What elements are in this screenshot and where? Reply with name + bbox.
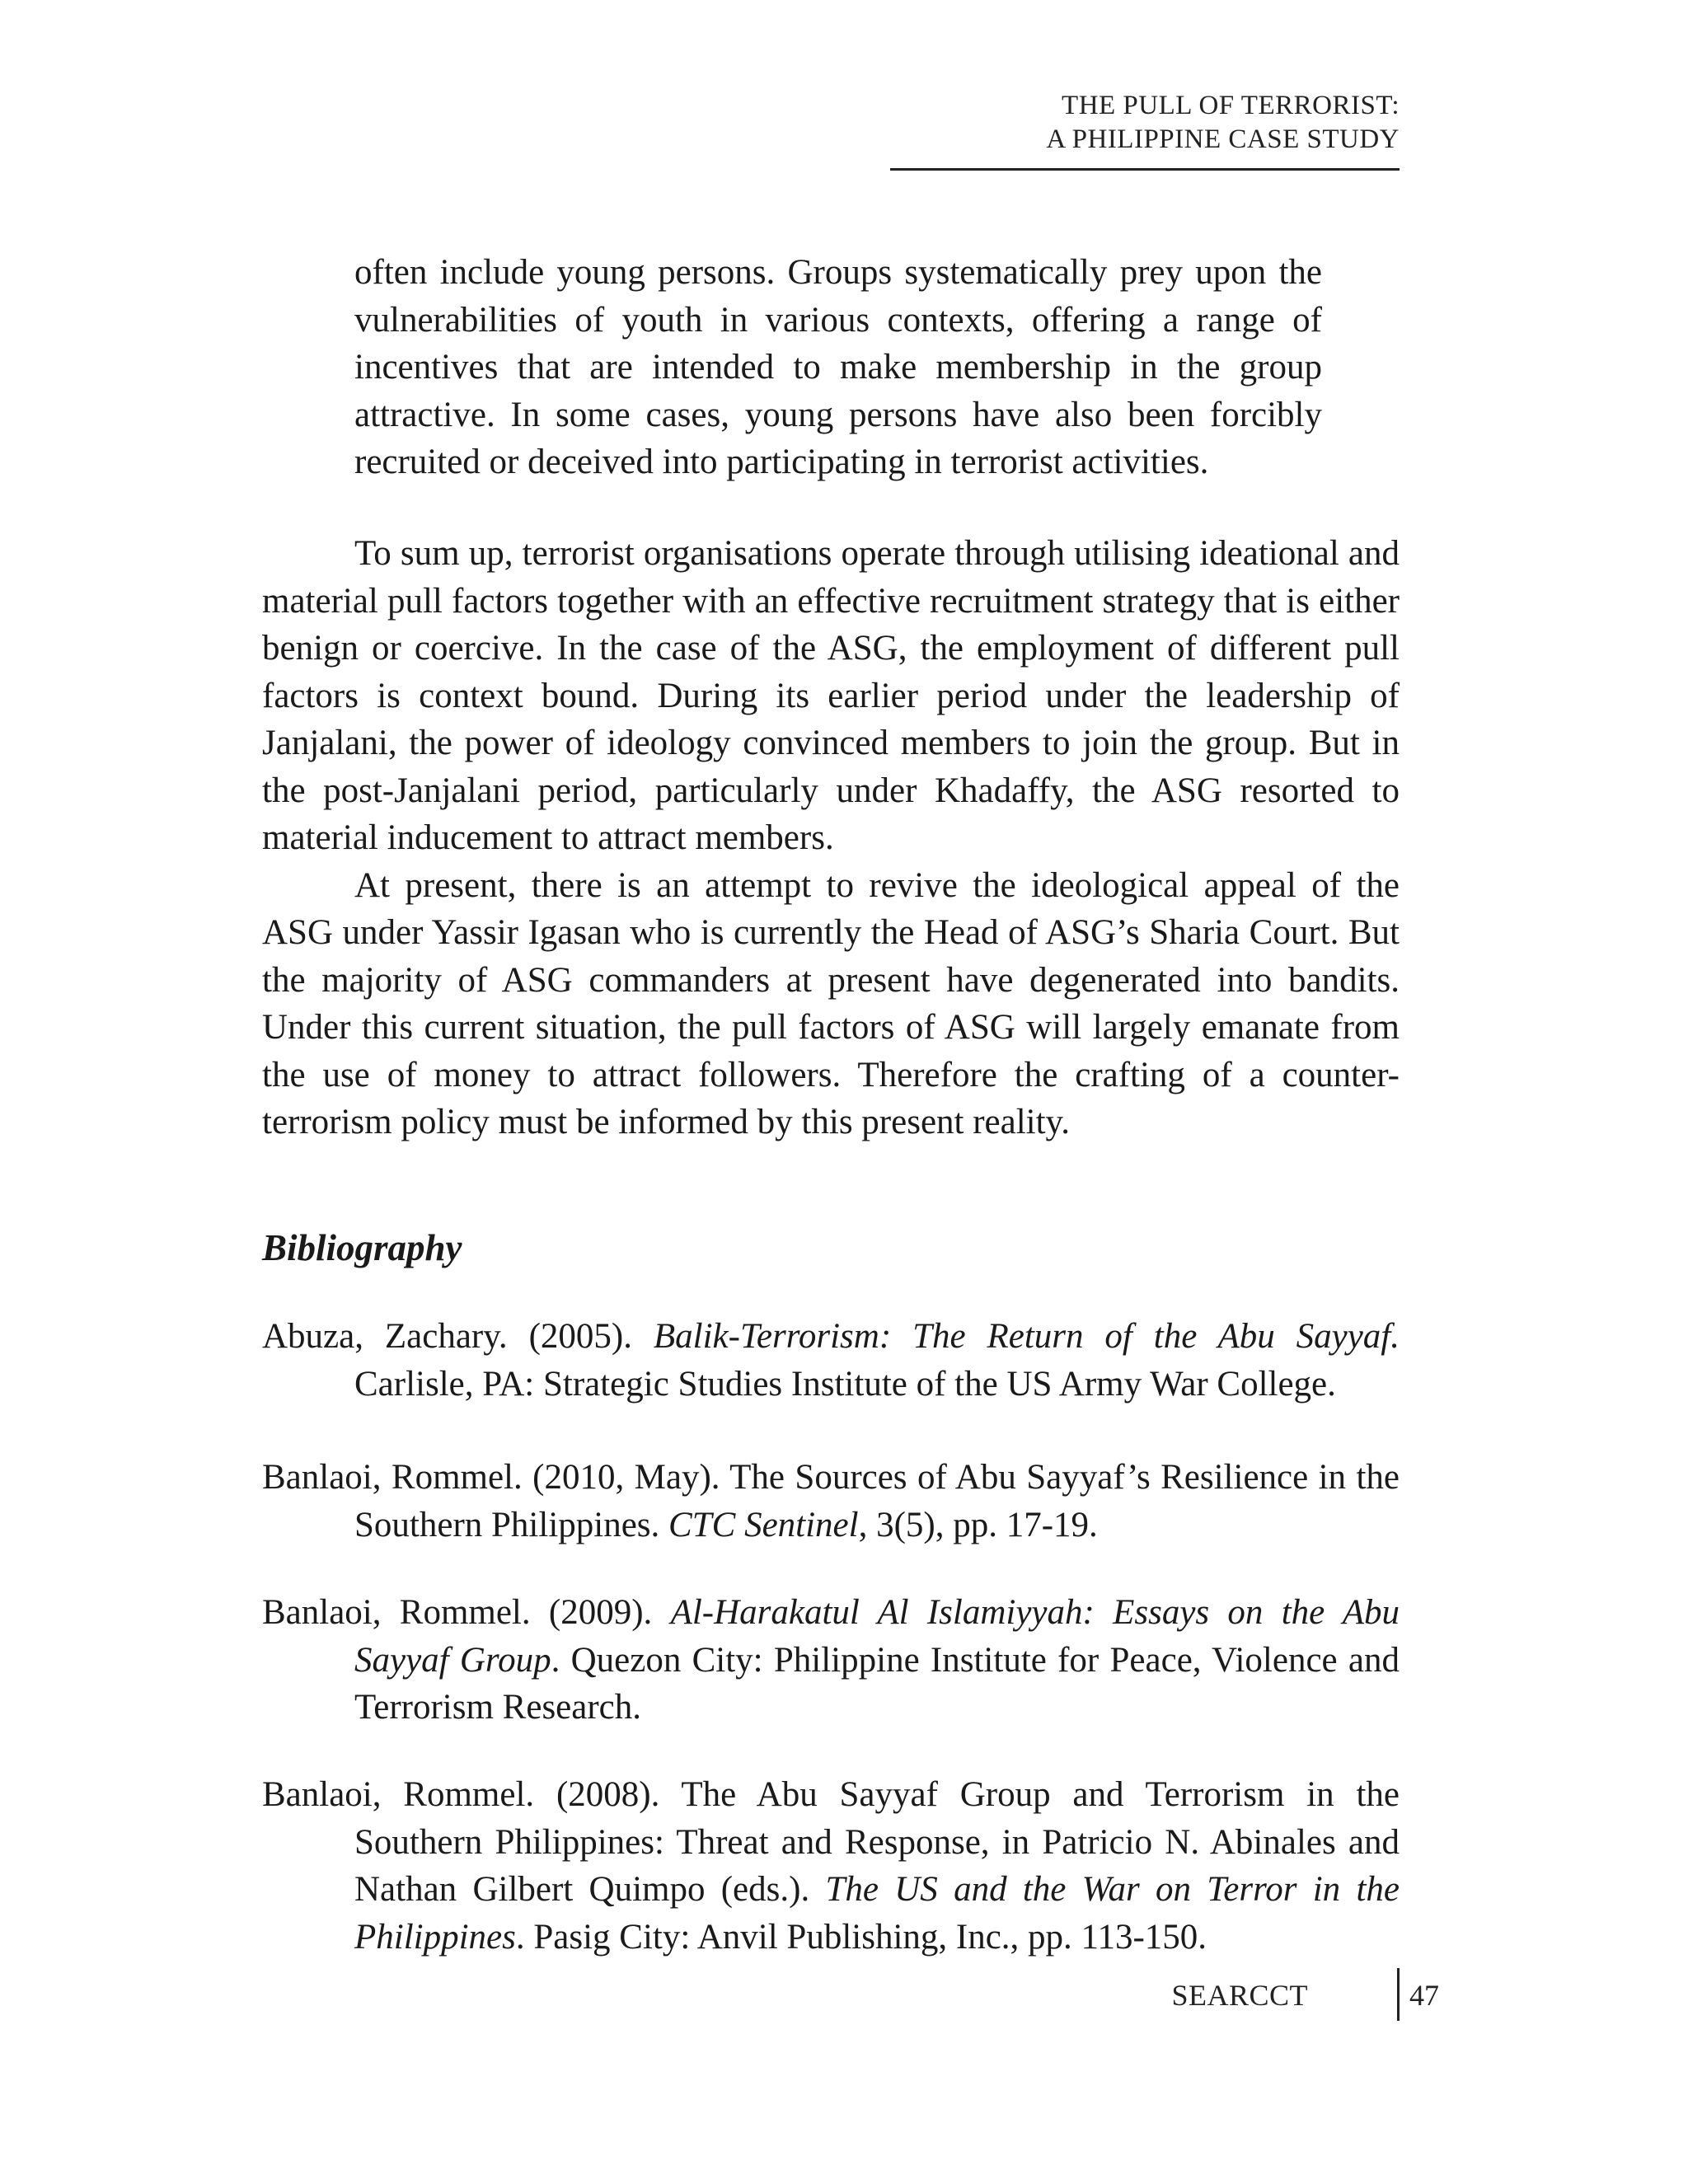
page-number: 47: [1409, 1979, 1439, 2012]
indented-block-text: [354, 249, 1322, 486]
page-footer: [1170, 1968, 1439, 2021]
entry-title: Balik-Terrorism: The Return of the Abu Sayyaf.: [653, 1317, 1400, 1356]
running-header: [890, 89, 1400, 157]
conclusion-section: [262, 530, 1400, 1146]
body-paragraph-1: To sum up, terrorist organisations operate through utilising ideational and material pull factors together with an effective recruitment strategy that is either benign or coercive. In the case of the ASG, the employment of different pull factors is context bound. During its earlier period under the leadership of Janjalani, the power of ideology convinced members to join the group. But in the post-Janjalani period, particularly under Khadaffy, the ASG resorted to material inducement to attract members.: [262, 534, 1400, 857]
entry-title: CTC Sentinel: [668, 1505, 859, 1544]
entry-publisher: . Pasig City: Anvil Publishing, Inc., pp. 113-150.: [515, 1917, 1207, 1957]
entry-title: The US and the War on Terror in the Philippines: [354, 1870, 1400, 1957]
entry-publisher: Carlisle, PA: Strategic Studies Institute of the US Army War College.: [354, 1364, 1336, 1404]
bibliography-entry: [262, 1589, 1400, 1732]
bibliography-entry: [262, 1454, 1400, 1549]
running-header-line-1: THE PULL OF TERRORIST:: [1062, 91, 1400, 120]
running-header-line-2: A PHILIPPINE CASE STUDY: [1046, 124, 1400, 154]
entry-author-year: Banlaoi, Rommel. (2010, May). The Sources of Abu Sayyaf’s Resilience in the Southern Philippines.: [262, 1458, 1400, 1544]
entry-publisher: , 3(5), pp. 17-19.: [858, 1505, 1098, 1544]
bibliography-entry: [262, 1771, 1400, 1961]
footer-publisher: SEARCCT: [1171, 1979, 1308, 2012]
entry-publisher: . Quezon City: Philippine Institute for Peace, Violence and Terrorism Research.: [354, 1640, 1400, 1727]
header-rule: [890, 168, 1400, 171]
entry-author-year: Banlaoi, Rommel. (2008). The Abu Sayyaf Group and Terrorism in the Southern Philippines: Threat and Response, in Patricio N. Abinales and Nathan Gilbert Quimpo (eds.).: [262, 1775, 1400, 1909]
body-paragraph-2: At present, there is an attempt to revive the ideological appeal of the ASG under Yassir Igasan who is currently the Head of ASG’s Sharia Court. But the majority of ASG commanders at present have degenerated into bandits. Under this current situation, the pull factors of ASG will largely emanate from the use of money to attract followers. Therefore the crafting of a counter-terrorism policy must be informed by this present reality.: [262, 865, 1400, 1141]
entry-title: Al-Harakatul Al Islamiyyah: Essays on the Abu Sayyaf Group: [354, 1593, 1400, 1680]
entry-author-year: Abuza, Zachary. (2005).: [262, 1317, 654, 1356]
bibliography-entry: [262, 1313, 1400, 1408]
footer-divider: [1397, 1968, 1400, 2021]
entry-author-year: Banlaoi, Rommel. (2009).: [262, 1593, 671, 1632]
bibliography-heading: Bibliography: [262, 1227, 462, 1268]
indented-paragraph: often include young persons. Groups systematically prey upon the vulnerabilities of youth in various contexts, offering a range of incentives that are intended to make membership in the group attractive. In some cases, young persons have also been forcibly recruited or deceived into participating in terrorist activities.: [354, 253, 1322, 481]
